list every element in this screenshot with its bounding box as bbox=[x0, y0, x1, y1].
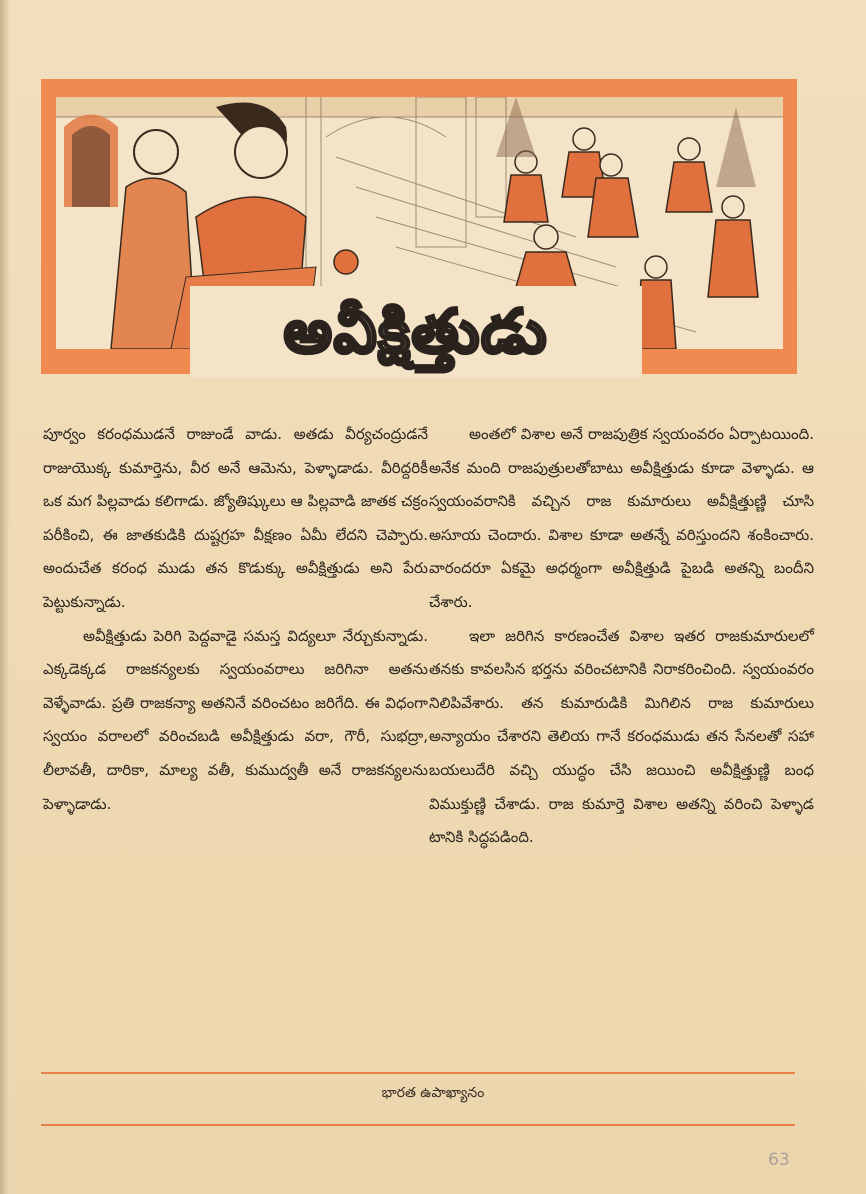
footer-rule-top bbox=[41, 1072, 795, 1074]
paragraph: పూర్వం కరంధముడనే రాజుండే వాడు. అతడు వీర్యచంద్రుడనే రాజుయొక్క కుమార్తెను, వీర అనే ఆమెను, పెళ్ళాడాడు. వీరిద్దరికీ ఒక మగ పిల్లవాడు కలిగాడు. జ్యోతిష్కులు ఆ పిల్లవాడి జాతక చక్రం పరీకించి, ఈ జాతకుడికి దుష్టగ్రహ వీక్షణం ఏమీ లేదని చెప్పారు. అందుచేత కరంధ ముడు తన కొడుక్కు అవీక్షిత్తుడు అని పేరు పెట్టుకున్నాడు. bbox=[43, 425, 428, 611]
text-column-right bbox=[429, 418, 814, 855]
page-number: 63 bbox=[768, 1150, 790, 1170]
footer-rule-bottom bbox=[41, 1124, 795, 1126]
page-binding-edge bbox=[0, 0, 10, 1194]
footer-series-title: భారత ఉపాఖ్యానం bbox=[381, 1085, 485, 1101]
story-title: అవీక్షిత్తుడు bbox=[283, 297, 549, 367]
title-plaque bbox=[190, 286, 642, 378]
paragraph: ఇలా జరిగిన కారణంచేత విశాల ఇతర రాజకుమారులలో తనకు కావలసిన భర్తను వరించటానికి నిరాకరించింది. స్వయంవరం నిలిపివేశారు. తన కుమారుడికి మిగిలిన రాజ కుమారులు అన్యాయం చేశారని తెలియ గానే కరంధముడు తన సేనలతో సహా బయలుదేరి వచ్చి యుద్ధం చేసి జయించి అవీక్షిత్తుణ్ణి బంధ విముక్తుణ్ణి చేశాడు. రాజ కుమార్తె విశాల అతన్ని వరించి పెళ్ళాడ టానికి సిద్ధపడింది. bbox=[429, 626, 814, 847]
paragraph: అవీక్షిత్తుడు పెరిగి పెద్దవాడై సమస్త విద్యలూ నేర్చుకున్నాడు. ఎక్కడెక్కడ రాజకన్యలకు స్వయంవరాలు జరిగినా అతను వెళ్ళేవాడు. ప్రతి రాజకన్యా అతనినే వరించటం జరిగేది. ఈ విధంగా స్వయం వరాలలో వరించబడి అవీక్షిత్తుడు వరా, గౌరీ, సుభద్రా, లీలావతీ, దారికా, మాల్య వతీ, కుముద్వతీ అనే రాజకన్యలను పెళ్ళాడాడు. bbox=[43, 626, 428, 813]
text-column-left bbox=[43, 418, 428, 821]
paragraph: అంతలో విశాల అనే రాజపుత్రిక స్వయంవరం ఏర్పాటయింది. అనేక మంది రాజపుత్రులతోబాటు అవీక్షిత్తుడు కూడా వెళ్ళాడు. ఆ స్వయంవరానికి వచ్చిన రాజ కుమారులు అవీక్షిత్తుణ్ణి చూసి అసూయ చెందారు. విశాల కూడా అతన్నే వరిస్తుందని శంకించారు. వారందరూ ఏకమై అధర్మంగా అవీక్షిత్తుడి పైబడి అతన్ని బందీని చేశారు. bbox=[429, 425, 814, 611]
